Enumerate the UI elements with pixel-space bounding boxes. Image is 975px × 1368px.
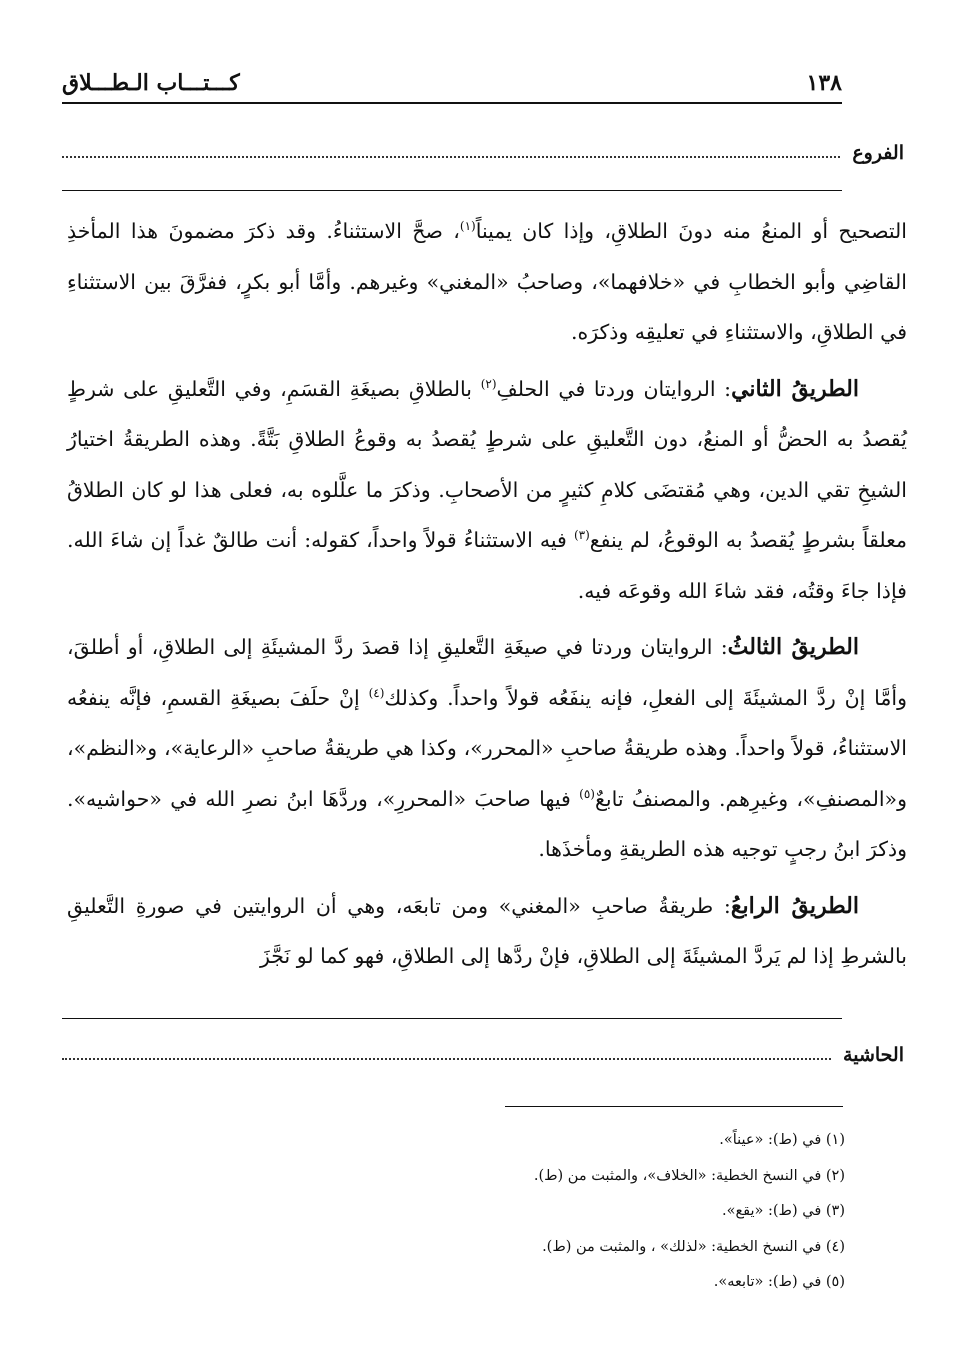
paragraph-text: فيه الاستثناءُ قولاً واحداً، كقوله: أنت طالقٌ غداً إن شاءَ الله. فإذا جاءَ وقتُه، فقد شاءَ الله وقوعَه فيه.	[67, 528, 907, 603]
paragraph	[67, 206, 907, 358]
footnote: (٣) في (ط): «يقع».	[721, 1203, 845, 1219]
footnote: (٤) في النسخ الخطية: «لذلك» ، والمثبت من (ط).	[542, 1238, 845, 1255]
paragraph-text: : الروايتان وردتا في صيغَةِ التَّعليقِ إذا قصدَ ردَّ المشيئَةِ إلى الطلاقِ، أو أطلقَ، وأمَّا إنْ ردَّ المشيئَةَ إلى الفعلِ، فإنه ينفَعُه قولاً واحداً. وكذلك	[67, 635, 907, 710]
hashiya-dotted-line	[62, 1058, 831, 1060]
footnote-ref: (٥)	[579, 786, 595, 801]
footnote-rule	[505, 1106, 843, 1107]
furu-section	[62, 138, 904, 168]
hashiya-section	[62, 1040, 904, 1070]
footnote-ref: (٢)	[480, 376, 497, 391]
footnote: (١) في (ط): «عيناً».	[719, 1132, 845, 1148]
paragraph	[67, 881, 907, 982]
paragraph-text: بالطلاقِ بصيغَةِ القسَمِ، وفي التَّعليقِ على شرطٍ يُقصدُ به الحضُّ أو المنعُ، دون التَّعليقِ على شرطٍ يُقصدُ به وقوعُ الطلاقِ بَتَّةً. وهذه الطريقةُ اختيارُ الشيخِ تقي الدين، وهي مُقتضَى كلامِ كثيرٍ من الأصحابِ. وذكرَ ما علَّلوه به، فعلى هذا لو كان الطلاقُ معلقاً بشرطٍ يُقصدُ به الوقوعُ، لم ينفع	[67, 376, 907, 552]
footnotes	[125, 1123, 845, 1301]
paragraph-text: إنْ حلَفَ بصيغَةِ القسمِ، فإنَّه ينفعُه الاستثناءُ، قولاً واحداً. وهذه طريقةُ صاحبِ «المحرر»، وكذا هي طريقةُ صاحبِ «الرعاية»، و«النظم»، و«المصنفِ»، وغيرِهم. والمصنفُ تابعٌ	[67, 685, 907, 811]
paragraph	[67, 364, 907, 617]
running-head	[62, 66, 842, 100]
footnote-ref: (٣)	[573, 528, 590, 543]
paragraph-text: فيها صاحبَ «المحررِ»، وردَّهَا ابنُ نصرِ الله في «حواشيه». وذكرَ ابنُ رجبٍ توجيه هذه الطريقةِ ومأخذَها.	[67, 786, 907, 861]
paragraph-text: ، صحَّ الاستثناءُ. وقد ذكرَ مضمونَ هذا المأخذِ القاضِي وأبو الخطابِ في «خلافهما»، وصاحبُ «المغني» وغيرهم. وأمَّا أبو بكرٍ، ففرَّقَ بين الاستثناءِ في الطلاقِ، والاستثناءِ في تعليقِه وذكرَه.	[67, 219, 907, 344]
hashiya-label: الحاشية	[843, 1044, 904, 1066]
paragraph	[67, 622, 907, 875]
footnote-ref: (١)	[459, 219, 476, 234]
paragraph-lead: الطريقُ الثاني	[731, 375, 859, 402]
main-text	[67, 206, 907, 988]
furu-dotted-line	[62, 156, 840, 158]
footnote: (٢) في النسخ الخطية: «الخلاف»، والمثبت من (ط).	[533, 1167, 845, 1184]
book-title: كـــتـــاب الـطـــلاق	[62, 70, 240, 96]
main-bottom-rule	[62, 1018, 842, 1019]
header-rule	[62, 102, 842, 104]
paragraph-text: : الروايتان وردتا في الحلفِ	[496, 376, 732, 401]
paragraph-text: التصحيح أو المنعُ منه دونَ الطلاقِ، وإذا كان يميناً	[475, 219, 907, 243]
paragraph-text: : طريقةُ صاحبِ «المغني» ومن تابعَه، وهي أن الروايتين في صورةِ التَّعليقِ بالشرطِ إذا لم يَردَّ المشيئَةَ إلى الطلاقِ، فإنْ ردَّها إلى الطلاقِ، فهو كما لو نَجَّزَ	[67, 893, 907, 968]
furu-label: الفروع	[852, 142, 904, 164]
page-number: ١٣٨	[806, 70, 842, 96]
footnote-ref: (٤)	[368, 685, 385, 700]
furu-rule	[62, 190, 842, 191]
paragraph-lead: الطريقُ الرابعُ	[730, 892, 859, 919]
footnote: (٥) في (ط): «تابعه».	[713, 1274, 845, 1290]
paragraph-lead: الطريقُ الثالثُ	[727, 634, 859, 660]
